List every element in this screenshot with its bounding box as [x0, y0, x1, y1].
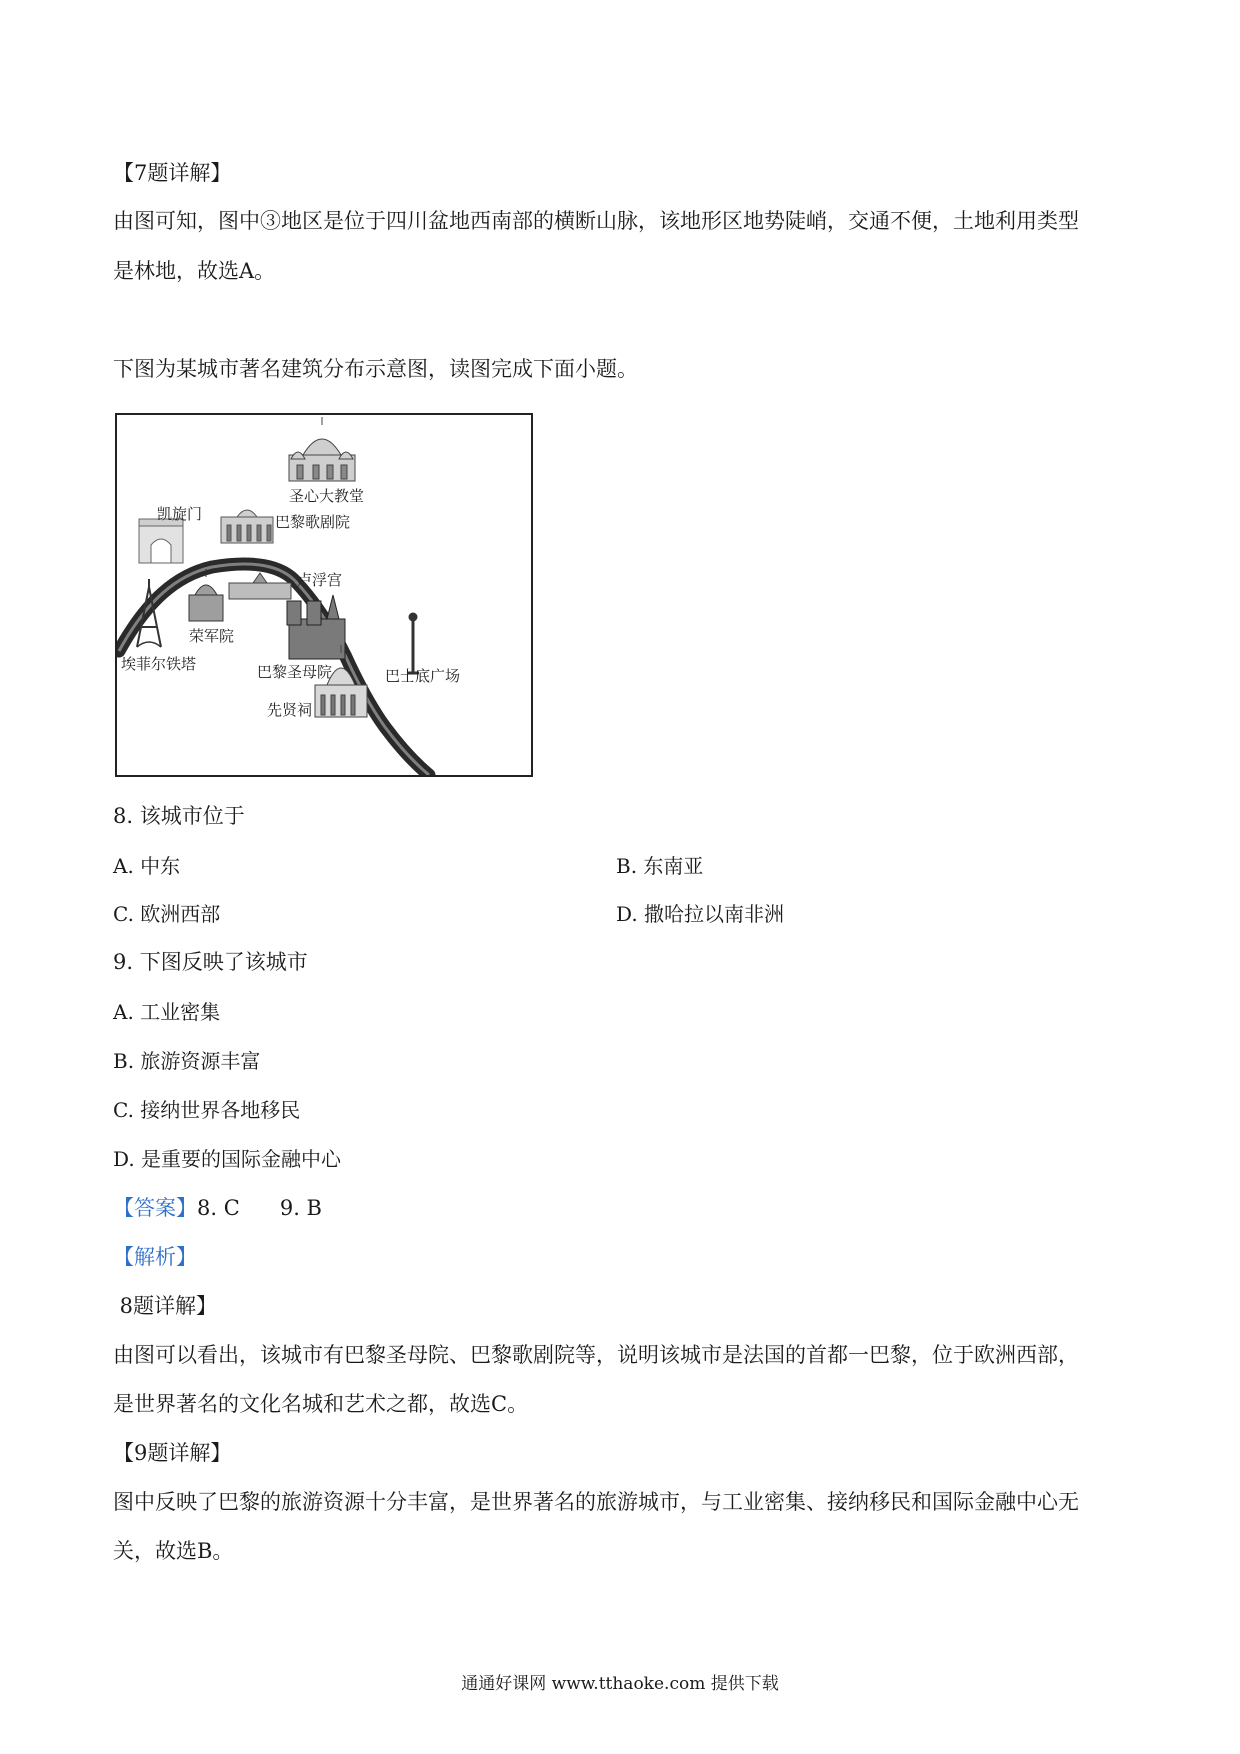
- q9-option-b: B. 旅游资源丰富: [113, 1049, 261, 1073]
- q9-detail-heading: 【9题详解】: [113, 1441, 232, 1465]
- answer-text: 8. C 9. B: [197, 1196, 322, 1220]
- q8-option-b: B. 东南亚: [616, 854, 704, 878]
- q8-option-d: D. 撒哈拉以南非洲: [616, 902, 785, 926]
- label-arc: 凯旋门: [157, 505, 203, 523]
- q7-detail-heading: 【7题详解】: [113, 161, 232, 185]
- q9-option-a: A. 工业密集: [113, 1000, 221, 1024]
- bastille-column-icon: [407, 614, 419, 673]
- label-pantheon: 先贤祠: [267, 701, 313, 719]
- q7-detail-line2: 是林地，故选A。: [113, 259, 276, 283]
- map-drawing: [117, 415, 531, 775]
- sacre-coeur-icon: [289, 417, 355, 481]
- q8-detail-line2: 是世界著名的文化名城和艺术之都，故选C。: [113, 1392, 529, 1416]
- notre-dame-icon: [287, 595, 345, 659]
- q9-option-d: D. 是重要的国际金融中心: [113, 1147, 342, 1171]
- label-louvre: 卢浮宫: [297, 571, 343, 589]
- label-notre-dame: 巴黎圣母院: [257, 663, 333, 681]
- q8-option-c: C. 欧洲西部: [113, 902, 221, 926]
- intro-text: 下图为某城市著名建筑分布示意图，读图完成下面小题。: [113, 357, 638, 381]
- footer-text: 通通好课网 www.tthaoke.com 提供下载: [461, 1674, 779, 1694]
- q9-detail-line2: 关，故选B。: [113, 1539, 234, 1563]
- q9-detail-line1: 图中反映了巴黎的旅游资源十分丰富，是世界著名的旅游城市，与工业密集、接纳移民和国际金融中心无: [113, 1490, 1079, 1514]
- q8-stem: 8. 该城市位于: [113, 804, 245, 828]
- label-sacre-coeur: 圣心大教堂: [289, 487, 365, 505]
- q8-option-a: A. 中东: [113, 854, 181, 878]
- analysis-tag: 【解析】: [113, 1245, 197, 1269]
- label-bastille: 巴士底广场: [385, 667, 461, 685]
- q7-detail-line1: 由图可知，图中③地区是位于四川盆地西南部的横断山脉，该地形区地势陡峭，交通不便，土地利用类型: [113, 209, 1079, 233]
- label-invalides: 荣军院: [189, 627, 235, 645]
- label-eiffel: 埃菲尔铁塔: [121, 655, 197, 673]
- answer-line: [113, 1193, 322, 1223]
- paris-landmarks-map: [115, 413, 533, 777]
- q8-detail-heading: 8题详解】: [113, 1294, 218, 1318]
- opera-icon: [221, 510, 273, 543]
- arc-de-triomphe-icon: [139, 519, 183, 563]
- q8-detail-line1: 由图可以看出，该城市有巴黎圣母院、巴黎歌剧院等，说明该城市是法国的首都一巴黎，位于欧洲西部，: [113, 1343, 1079, 1367]
- q9-stem: 9. 下图反映了该城市: [113, 950, 308, 974]
- answer-tag: 【答案】: [113, 1196, 197, 1220]
- label-opera: 巴黎歌剧院: [275, 513, 351, 531]
- q9-option-c: C. 接纳世界各地移民: [113, 1098, 301, 1122]
